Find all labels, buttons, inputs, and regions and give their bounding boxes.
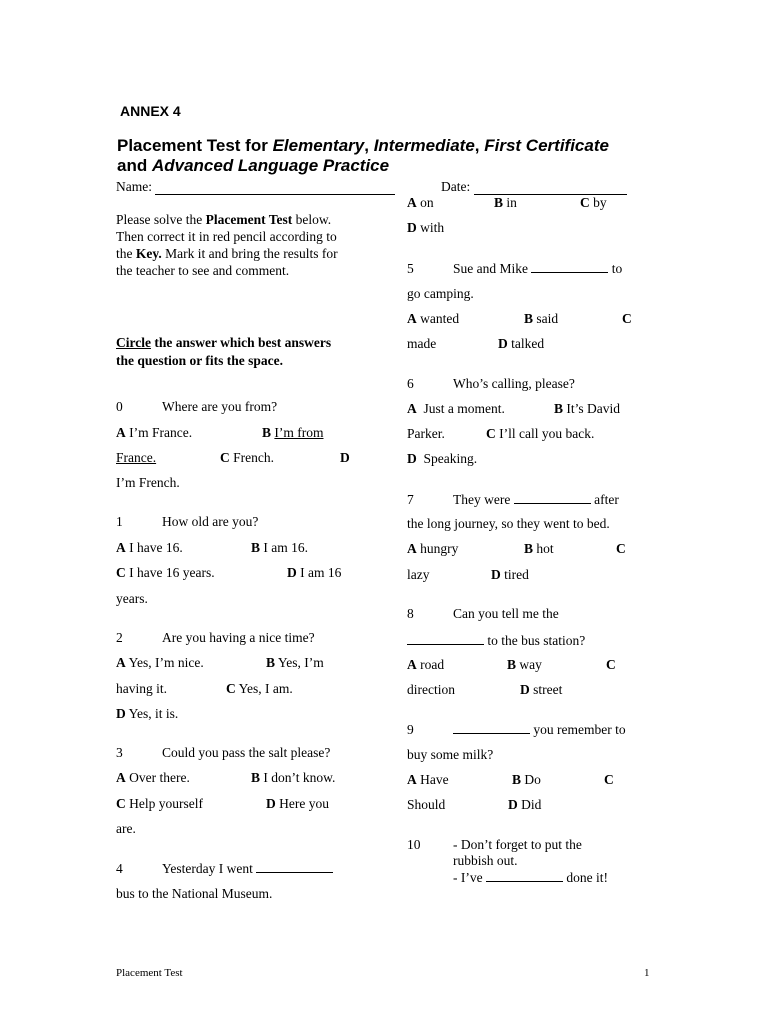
q3-option-d[interactable]: D Here you bbox=[266, 796, 329, 811]
q1-option-a[interactable]: A I have 16. bbox=[116, 540, 183, 555]
q8-blank[interactable] bbox=[407, 632, 484, 645]
question-8-cont: to the bus station? bbox=[407, 632, 585, 649]
q5-option-c-text: made bbox=[407, 336, 437, 351]
q5-option-b[interactable]: B said bbox=[524, 311, 559, 326]
q8-option-b[interactable]: B way bbox=[507, 657, 542, 672]
q7-blank[interactable] bbox=[514, 491, 591, 504]
question-5-cont: go camping. bbox=[407, 286, 474, 301]
q9-option-d[interactable]: D Did bbox=[508, 797, 542, 812]
q0-option-b[interactable]: B I’m from bbox=[262, 425, 324, 440]
question-2: 2 Are you having a nice time? bbox=[116, 630, 315, 645]
q9-blank[interactable] bbox=[453, 721, 530, 734]
question-9-cont: buy some milk? bbox=[407, 747, 494, 762]
date-line[interactable] bbox=[474, 181, 627, 195]
q8-option-c[interactable]: C bbox=[606, 657, 616, 672]
q3-option-c[interactable]: C Help yourself bbox=[116, 796, 203, 811]
annex-heading: ANNEX 4 bbox=[120, 103, 181, 119]
q8-option-a[interactable]: A road bbox=[407, 657, 445, 672]
question-0: 0 Where are you from? bbox=[116, 399, 278, 414]
page-title: Placement Test for Elementary, Intermediate, First Certificate and Advanced Language Practice bbox=[117, 136, 609, 175]
q9-option-c[interactable]: C bbox=[604, 772, 614, 787]
q9-option-a[interactable]: A Have bbox=[407, 772, 449, 787]
q2-option-d[interactable]: D Yes, it is. bbox=[116, 706, 179, 721]
q3-option-d-cont: are. bbox=[116, 821, 136, 836]
q1-option-d[interactable]: D I am 16 bbox=[287, 565, 342, 580]
q6-option-d[interactable]: D Speaking. bbox=[407, 451, 478, 466]
question-6: 6 Who’s calling, please? bbox=[407, 376, 575, 391]
q0-option-b-cont: France. bbox=[116, 450, 157, 465]
q7-option-c[interactable]: C bbox=[616, 541, 626, 556]
q1-option-d-cont: years. bbox=[116, 591, 148, 606]
q6-option-b[interactable]: B It’s David bbox=[554, 401, 621, 416]
q5-option-d[interactable]: D talked bbox=[498, 336, 545, 351]
q1-option-c[interactable]: C I have 16 years. bbox=[116, 565, 215, 580]
q5-option-a[interactable]: A wanted bbox=[407, 311, 460, 326]
q6-option-c[interactable]: C I’ll call you back. bbox=[486, 426, 595, 441]
question-4: 4 Yesterday I went bbox=[116, 860, 333, 877]
date-field[interactable] bbox=[441, 179, 627, 195]
q7-option-b[interactable]: B hot bbox=[524, 541, 554, 556]
q9-option-c-text: Should bbox=[407, 797, 446, 812]
q7-option-a[interactable]: A hungry bbox=[407, 541, 459, 556]
q0-option-d[interactable]: D bbox=[340, 450, 350, 465]
q0-option-d-text: I’m French. bbox=[116, 475, 180, 490]
q2-option-b-cont: having it. bbox=[116, 681, 167, 696]
q5-blank[interactable] bbox=[531, 260, 608, 273]
question-9: 9 you remember to bbox=[407, 722, 626, 737]
q4-blank[interactable] bbox=[256, 860, 333, 873]
question-10-text: - Don’t forget to put the rubbish out. - I’ve done it! bbox=[453, 837, 608, 885]
q8-option-d[interactable]: D street bbox=[520, 682, 563, 697]
q7-option-c-text: lazy bbox=[407, 567, 430, 582]
question-10: 10 bbox=[407, 837, 421, 852]
q3-option-a[interactable]: A Over there. bbox=[116, 770, 190, 785]
q0-option-a[interactable]: A I’m France. bbox=[116, 425, 193, 440]
q7-option-d[interactable]: D tired bbox=[491, 567, 529, 582]
q3-option-b[interactable]: B I don’t know. bbox=[251, 770, 336, 785]
date-label: Date: bbox=[441, 179, 471, 194]
question-5: 5 Sue and Mike to bbox=[407, 261, 623, 276]
q1-option-b[interactable]: B I am 16. bbox=[251, 540, 309, 555]
q2-option-b[interactable]: B Yes, I’m bbox=[266, 655, 324, 670]
q4-option-a[interactable]: A on bbox=[407, 195, 434, 210]
q9-option-b[interactable]: B Do bbox=[512, 772, 541, 787]
question-3: 3 Could you pass the salt please? bbox=[116, 745, 331, 760]
q10-blank[interactable] bbox=[486, 869, 563, 882]
instruction: Circle the answer which best answers the question or fits the space. bbox=[116, 335, 332, 368]
question-1: 1 How old are you? bbox=[116, 514, 259, 529]
question-8: 8 Can you tell me the bbox=[407, 606, 559, 621]
q8-option-c-text: direction bbox=[407, 682, 455, 697]
q2-option-c[interactable]: C Yes, I am. bbox=[226, 681, 293, 696]
q4-option-d[interactable]: D with bbox=[407, 220, 445, 235]
footer-title: Placement Test bbox=[116, 967, 183, 979]
q6-option-b-cont: Parker. bbox=[407, 426, 445, 441]
question-4-cont: bus to the National Museum. bbox=[116, 886, 273, 901]
question-7: 7 They were after bbox=[407, 492, 619, 507]
q2-option-a[interactable]: A Yes, I’m nice. bbox=[116, 655, 204, 670]
q4-option-c[interactable]: C by bbox=[580, 195, 607, 210]
name-label: Name: bbox=[116, 179, 152, 194]
page-number: 1 bbox=[644, 967, 650, 979]
q4-option-b[interactable]: B in bbox=[494, 195, 517, 210]
q0-option-c[interactable]: C French. bbox=[220, 450, 274, 465]
name-field[interactable] bbox=[116, 179, 395, 195]
name-line[interactable] bbox=[155, 181, 395, 195]
intro-text: Please solve the Placement Test below. Then correct it in red pencil according to the Key. Mark it and bring the results for the teacher to see and comment. bbox=[116, 212, 338, 278]
q5-option-c[interactable]: C bbox=[622, 311, 632, 326]
q6-option-a[interactable]: A Just a moment. bbox=[407, 401, 505, 416]
question-7-cont: the long journey, so they went to bed. bbox=[407, 516, 610, 531]
